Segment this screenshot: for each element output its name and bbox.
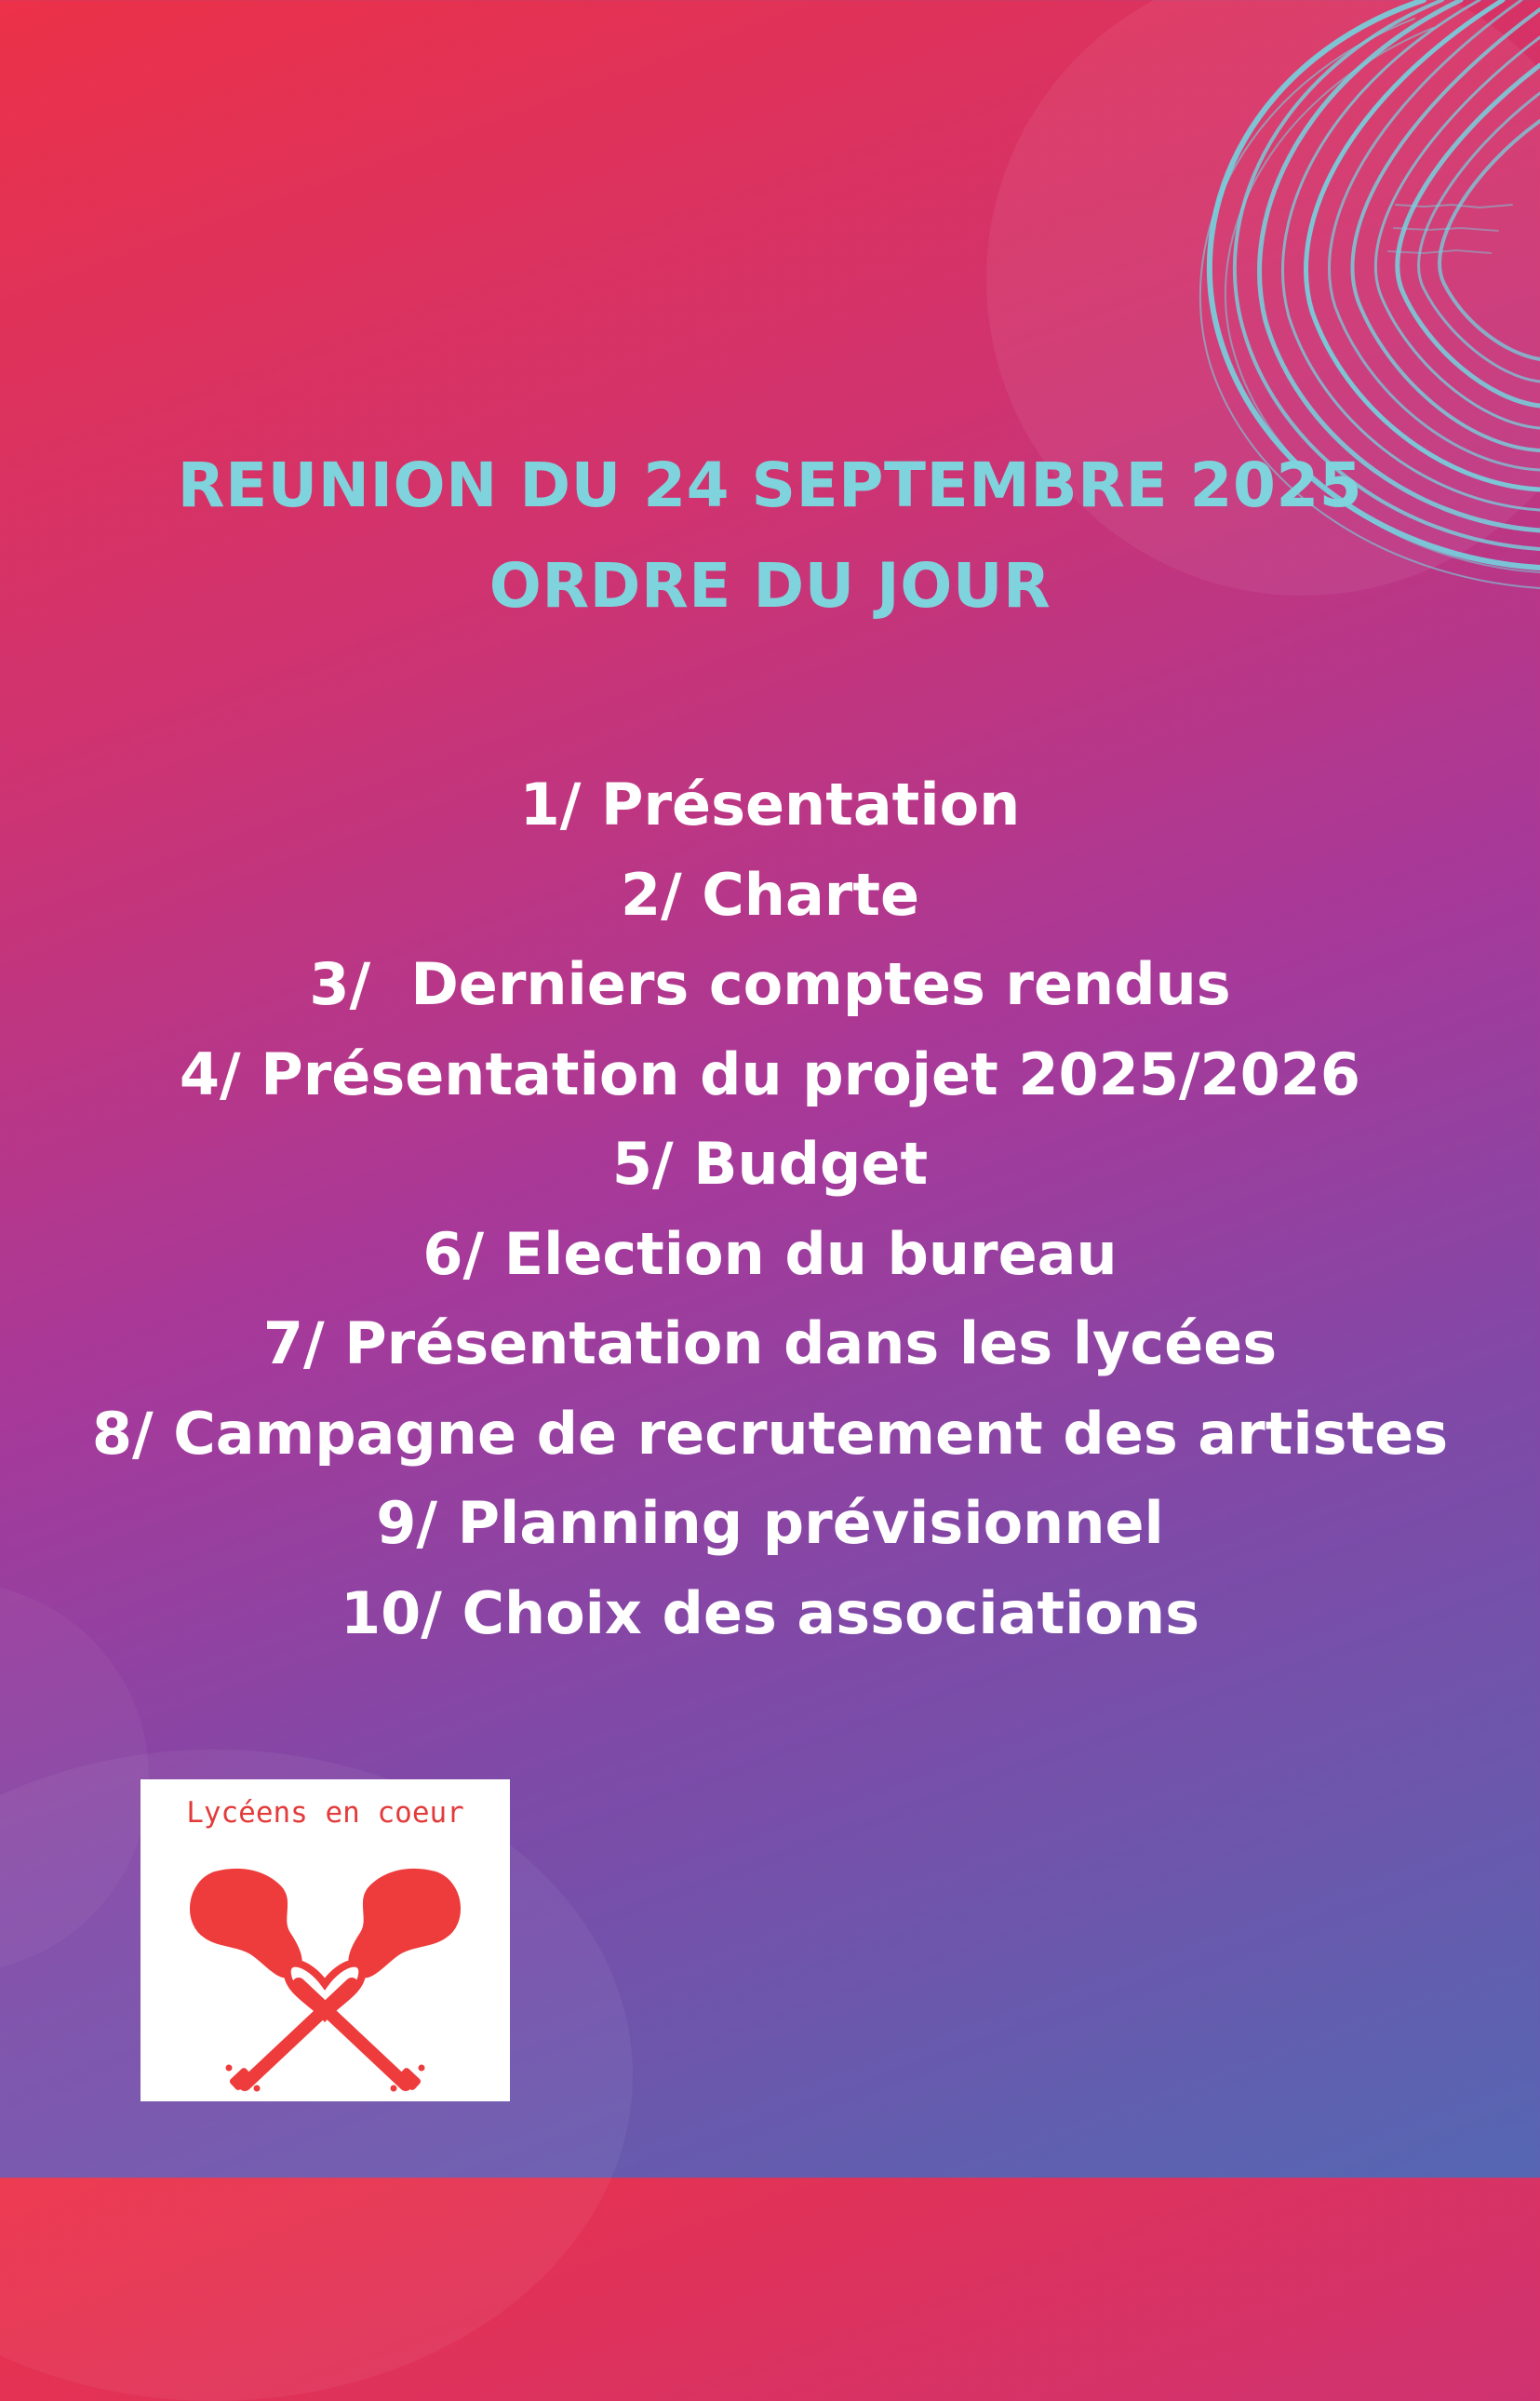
agenda-item-6: 6/ Election du bureau [422, 1219, 1118, 1288]
title-date-line: REUNION DU 24 SEPTEMBRE 2025 [177, 449, 1363, 521]
agenda-list [0, 760, 1540, 1658]
agenda-item-8: 8/ Campagne de recrutement des artistes [91, 1399, 1449, 1468]
agenda-item-9: 9/ Planning prévisionnel [376, 1489, 1164, 1557]
agenda-item-10: 10/ Choix des associations [340, 1578, 1200, 1647]
title-agenda-heading: ORDRE DU JOUR [489, 550, 1051, 622]
agenda-item-2: 2/ Charte [620, 860, 920, 929]
crossed-guitars-heart-icon [178, 1844, 473, 2096]
logo-text: Lycéens en coeur [186, 1796, 464, 1830]
agenda-item-4: 4/ Présentation du projet 2025/2026 [179, 1040, 1361, 1108]
agenda-item-3: 3/ Derniers comptes rendus [309, 950, 1231, 1018]
lyceens-en-coeur-logo [141, 1779, 510, 2101]
agenda-item-7: 7/ Présentation dans les lycées [262, 1309, 1278, 1377]
agenda-item-5: 5/ Budget [611, 1130, 929, 1198]
meeting-title [0, 436, 1540, 637]
agenda-item-1: 1/ Présentation [519, 771, 1021, 838]
